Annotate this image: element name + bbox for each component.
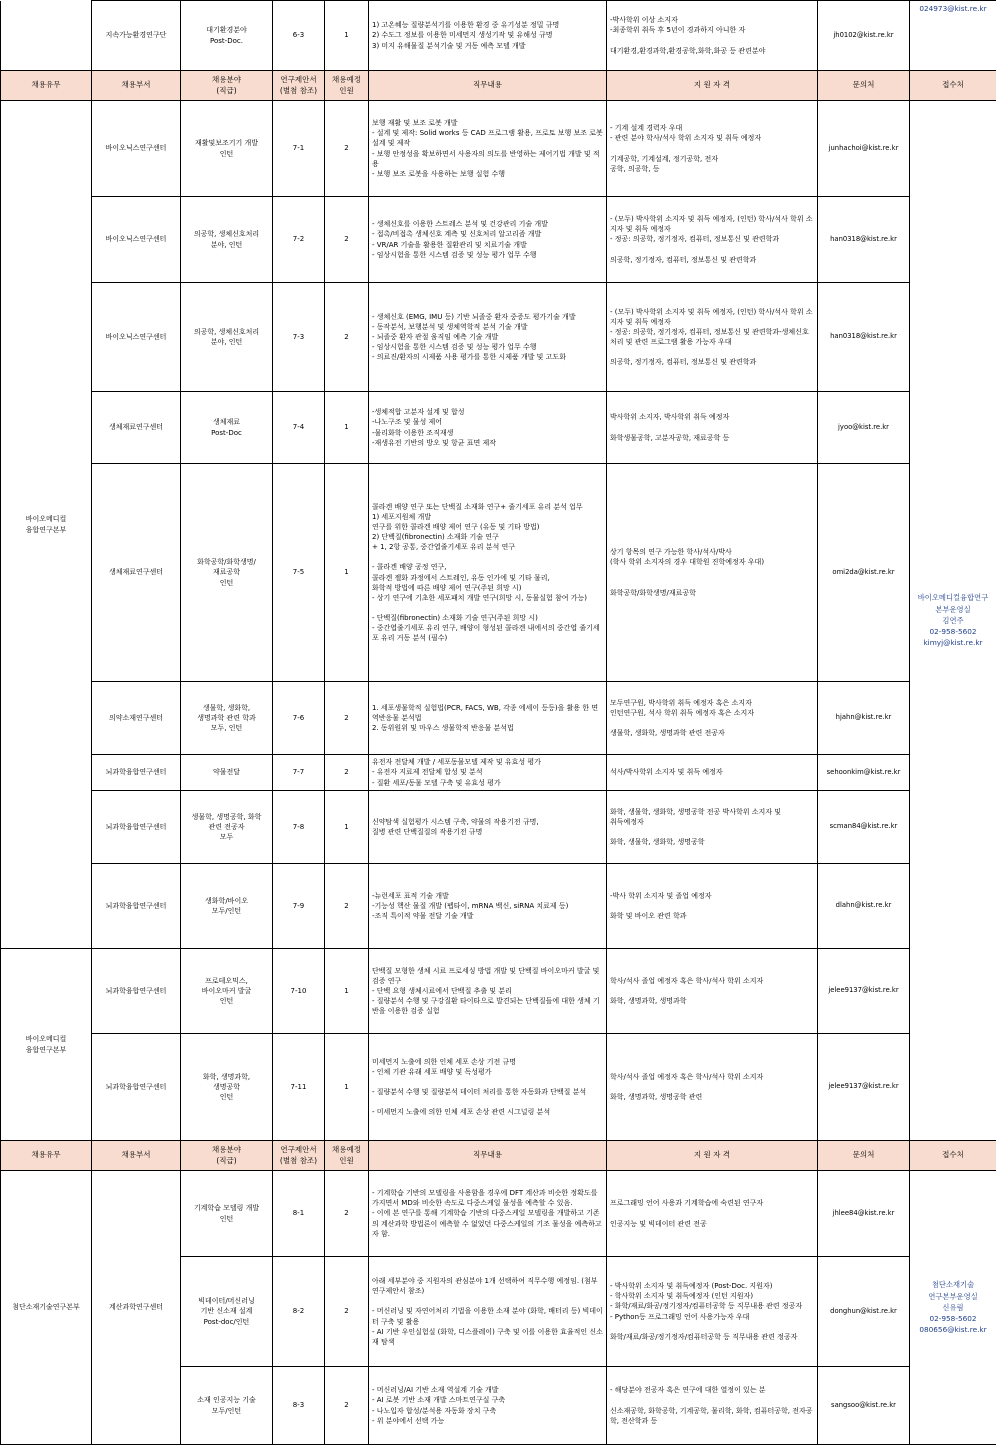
column-header: 채용분야 (직급) — [181, 71, 273, 101]
duty-cell: 단백질 모형한 생체 시료 프로세싱 방법 개발 및 단백질 바이오마커 발굴 및 검증 연구 - 단백 요형 생체시료에서 단백질 추출 및 분리 - 질량분석 수행 및 구강질환 타이타으로 발견되는 단백질들에 대한 생체 기반을 이용한 검증 실험 — [369, 949, 607, 1034]
column-header: 채용분야 (직급) — [181, 1141, 273, 1171]
contact-email[interactable]: jelee9137@kist.re.kr — [818, 1034, 910, 1141]
field-cell: 기계학습 모델링 개발 인턴 — [181, 1171, 273, 1257]
table-row — [1, 392, 996, 464]
column-header: 직무내용 — [369, 1141, 607, 1171]
count-cell: 2 — [325, 283, 369, 392]
field-cell: 소재 인공지능 기술 모두/인턴 — [181, 1367, 273, 1445]
count-cell: 2 — [325, 864, 369, 949]
proposal-cell: 7-8 — [273, 791, 325, 864]
contact-email[interactable]: jelee9137@kist.re.kr — [818, 949, 910, 1034]
dept-cell: 의약소재연구센터 — [92, 682, 181, 755]
duty-cell: 미세먼지 노출에 의한 인체 세포 손상 기전 규명 - 인체 기관 유래 세포 배양 및 독성평가 - 질량분석 수행 및 질량분석 데이터 처리를 통한 자동화과 단백질 분석 - 미세먼지 노출에 의한 인체 세포 손상 관련 시그널링 분석 — [369, 1034, 607, 1141]
field-cell: 의공학, 생체신호처리 분야, 인턴 — [181, 197, 273, 283]
duty-cell: 아래 세부분야 중 지원자의 관심분야 1개 선택하여 직무수행 예정임. (첨부 연구제안서 참조) - 머신러닝 및 자연어처리 기법을 이용한 소재 분야 (화학, 배터리 등) 빅데이터 구축 및 활용 - AI 기반 우인실험실 (화학, 디스플레이) 구축 및 이를 이용한 효율적인 신소재 탐색 — [369, 1257, 607, 1367]
column-header: 채용유무 — [1, 1141, 92, 1171]
proposal-cell: 6-3 — [273, 1, 325, 71]
dept-cell: 계산과학연구센터 — [92, 1171, 181, 1445]
contact-email[interactable]: junhachoi@kist.re.kr — [818, 101, 910, 197]
reception-line: 02-958-5602 — [913, 626, 993, 637]
duty-cell: 콜라겐 배양 연구 또는 단백질 소재화 연구+ 줄기세포 유리 분석 업무 1) 세포지원체 개발 연구를 위한 콜라겐 배양 제어 연구 (유동 및 기타 방법) 2) 단백질(fibronectin) 소재화 기술 연구 + 1, 2항 공통, 중간엽줄기세포 유리 분석 연구 - 콜라겐 배양 공정 연구, 콜라겐 젤화 과정에서 스트레인, 유동 인가에 및 기타 물리, 화학적 방법에 따른 배양 제어 연구(주된 희망 시) - 상기 연구에 기초한 세포패치 개발 연구(희망 시, 동물실험 참여 가능) - 단백질(fibronectin) 소재화 기술 연구(주된 희망 시) - 중간엽줄기세포 유리 연구, 배양이 형성된 콜라겐 내에서의 중간엽 줄기세포 유리 거동 분석 (필수) — [369, 464, 607, 682]
dept-cell: 생체재료연구센터 — [92, 464, 181, 682]
field-cell: 빅데이터/머신러닝 기반 신소재 설계 Post-doc/인턴 — [181, 1257, 273, 1367]
table-row — [1, 755, 996, 791]
field-cell: 약물전달 — [181, 755, 273, 791]
column-header: 채용부서 — [92, 1141, 181, 1171]
table-row — [1, 283, 996, 392]
dept-cell: 바이오닉스연구센터 — [92, 197, 181, 283]
column-header: 연구제안서 (별첨 참조) — [273, 71, 325, 101]
proposal-cell: 8-3 — [273, 1367, 325, 1445]
qualification-cell: - 박사학위 소지자 및 취득예정자 (Post-Doc. 지원자) - 학사학위 소지자 및 취득예정자 (인턴 지원자) - 화학/재료/화공/정기정자/컴퓨터공학 등 직무내용 관련 정공자 - Python등 프로그래밍 언어 사용가능자 우대 화학/재료/화공/정기정자/컴퓨터공학 등 직무내용 관련 정공자 — [607, 1257, 818, 1367]
reception-line: 바이오메디컬융합연구 — [913, 592, 993, 603]
proposal-cell: 7-5 — [273, 464, 325, 682]
dept-cell: 뇌과학융합연구센터 — [92, 1034, 181, 1141]
contact-email[interactable]: omi2da@kist.re.kr — [818, 464, 910, 682]
dept-cell: 바이오닉스연구센터 — [92, 283, 181, 392]
table-row — [1, 197, 996, 283]
dept-cell: 생체재료연구센터 — [92, 392, 181, 464]
field-cell: 재활및보조기기 개발 인턴 — [181, 101, 273, 197]
column-header: 접수처 — [910, 71, 996, 101]
proposal-cell: 7-3 — [273, 283, 325, 392]
reception-line: 본부운영실 — [913, 604, 993, 615]
count-cell: 1 — [325, 1034, 369, 1141]
count-cell: 1 — [325, 392, 369, 464]
column-header: 채용예정 인원 — [325, 71, 369, 101]
reception-line: 첨단소재기술 — [913, 1279, 993, 1290]
proposal-cell: 7-6 — [273, 682, 325, 755]
dept-cell: 뇌과학융합연구센터 — [92, 864, 181, 949]
column-header: 지 원 자 격 — [607, 1141, 818, 1171]
qualification-cell: -박사 학위 소지자 및 졸업 예정자 화학 및 바이오 관련 학과 — [607, 864, 818, 949]
duty-cell: - 생체신호를 이용한 스트레스 분석 및 건강관리 기술 개발 - 접촉/비접촉 생체신호 계측 및 신호처리 알고리즘 개발 - VR/AR 기술을 활용한 질환관리 및 치료기술 개발 - 임상시험을 통한 시스템 검증 및 성능 평가 업무 수행 — [369, 197, 607, 283]
header-row — [1, 71, 996, 101]
duty-cell: - 기계학습 기반의 모델링을 사용함을 경우에 DFT 계산과 비슷한 정확도를 가지면서 MD와 비슷한 속도로 다중스케일 물성을 예측할 수 있음. - 이에 본 연구를 통해 기계학습 기반의 다중스케일 모델링을 개발하고 기존의 계산과학 방법론이 예측할 수 없었던 다중스케일의 기조 물성을 예측하고자 함. — [369, 1171, 607, 1257]
qualification-cell: 모두연구원, 박사학위 취득 예정자 혹은 소지자 인턴연구원, 석사 학위 취득 예정자 혹은 소지자 생물학, 생화학, 생명과학 관련 전공자 — [607, 682, 818, 755]
dept-cell: 뇌과학융합연구센터 — [92, 755, 181, 791]
qualification-cell: 학사/석사 졸업 예정자 혹은 학사/석사 학위 소지자 화학, 생명과학, 생명공학 관련 — [607, 1034, 818, 1141]
field-cell: 화학, 생명과학, 생명공학 인턴 — [181, 1034, 273, 1141]
column-header: 채용부서 — [92, 71, 181, 101]
count-cell: 2 — [325, 755, 369, 791]
count-cell: 2 — [325, 101, 369, 197]
field-cell: 생화학/바이오 모두/인턴 — [181, 864, 273, 949]
count-cell: 2 — [325, 1367, 369, 1445]
qualification-cell: - (모두) 박사학위 소지자 및 취득 예정자, (인턴) 학사/석사 학위 소지자 및 취득 예정자 - 정공: 의공학, 정기정자, 컴퓨터, 정보통신 및 관련학과 의공학, 정기정자, 컴퓨터, 정보통신 및 관련학과 — [607, 197, 818, 283]
field-cell: 생물학, 생화학, 생명과학 관련 학과 모두, 인턴 — [181, 682, 273, 755]
duty-cell: 유전자 전달체 개발 / 세포동물모델 제작 및 유효성 평가 - 유전자 지료제 전달체 합성 및 분석 - 질환 세포/동물 모델 구축 및 유효성 평가 — [369, 755, 607, 791]
count-cell: 2 — [325, 1171, 369, 1257]
proposal-cell: 8-2 — [273, 1257, 325, 1367]
contact-email[interactable]: hjahn@kist.re.kr — [818, 682, 910, 755]
count-cell: 2 — [325, 1257, 369, 1367]
table-row — [1, 1171, 996, 1257]
column-header: 채용유무 — [1, 71, 92, 101]
duty-cell: 1) 고온혜능 질량분석기를 이용한 환경 중 유기성분 정밀 규명 2) 수도그 정보를 이용한 미세먼지 생성기작 및 유해성 규명 3) 미지 유해물질 분석기술 및 거동 예측 모델 개발 — [369, 1, 607, 71]
qualification-cell: - (모두) 박사학위 소지자 및 취득 예정자, (인턴) 학사/석사 학위 소지자 및 취득 예정자 - 정공: 의공학, 정기정자, 컴퓨터, 정보통신 및 관련학과-생체신호처리 및 관련 프로그램 활용 가능자 우대 의공학, 정기정자, 컴퓨터, 정보통신 및 관련학과 — [607, 283, 818, 392]
table-row — [1, 464, 996, 682]
field-cell: 화학공학/화학생명/ 재료공학 인턴 — [181, 464, 273, 682]
reception-line: kimyj@kist.re.kr — [913, 637, 993, 648]
proposal-cell: 7-7 — [273, 755, 325, 791]
field-cell: 대기환경분야 Post-Doc. — [181, 1, 273, 71]
count-cell: 2 — [325, 197, 369, 283]
column-header: 연구제안서 (별첨 참조) — [273, 1141, 325, 1171]
duty-cell: - 생체신호 (EMG, IMU 등) 기반 뇌졸중 환자 중증도 평가기술 개발 - 동작분석, 보행분석 및 생체역학적 분석 기술 개발 - 뇌졸중 환자 관절 움직임 예측 기술 개발 - 임상시험을 통한 시스템 검증 및 성능 평가 업무 수행 - 의료진/환자의 시제품 사용 평가를 통한 시제품 개발 및 고도화 — [369, 283, 607, 392]
column-header: 접수처 — [910, 1141, 996, 1171]
reception-cell[interactable] — [910, 1171, 996, 1445]
group-label-cell: 바이오메디컬 융합연구본부 — [1, 101, 92, 949]
reception-line: 김연주 — [913, 615, 993, 626]
reception-line: 연구본부운영실 — [913, 1291, 993, 1302]
contact-email[interactable]: scman84@kist.re.kr — [818, 791, 910, 864]
contact-email[interactable]: dlahn@kist.re.kr — [818, 864, 910, 949]
qualification-cell: - 해당분야 전공자 혹은 연구에 대한 열정이 있는 분 신소재공학, 화학공학, 기계공학, 물리학, 화학, 컴퓨터공학, 전자공학, 전산학과 등 — [607, 1367, 818, 1445]
contact-email[interactable]: jh0102@kist.re.kr — [818, 1, 910, 71]
group-label-cell: 바이오메디컬 융합연구본부 — [1, 949, 92, 1141]
proposal-cell: 7-11 — [273, 1034, 325, 1141]
contact-email[interactable]: jyoo@kist.re.kr — [818, 392, 910, 464]
table-row — [1, 1, 996, 71]
proposal-cell: 7-9 — [273, 864, 325, 949]
contact-email[interactable]: jhlee84@kist.re.kr — [818, 1171, 910, 1257]
field-cell: 생체재료 Post-Doc — [181, 392, 273, 464]
reception-line: 02-958-5602 — [913, 1313, 993, 1324]
column-header: 채용예정 인원 — [325, 1141, 369, 1171]
reception-cell[interactable] — [910, 101, 996, 1141]
table-row — [1, 949, 996, 1034]
contact-email[interactable]: sehoonkim@kist.re.kr — [818, 755, 910, 791]
duty-cell: -뉴런세포 표적 기술 개발 -기능성 핵산 물질 개발 (펩타이, mRNA 백신, siRNA 치료제 등) -조직 특이적 약물 전달 기술 개발 — [369, 864, 607, 949]
dept-cell: 뇌과학융합연구센터 — [92, 791, 181, 864]
count-cell: 1 — [325, 949, 369, 1034]
qualification-cell: 박사학위 소지자, 박사학위 취득 예정자 화학생물공학, 고분자공학, 재료공학 등 — [607, 392, 818, 464]
count-cell: 1 — [325, 791, 369, 864]
column-header: 문의처 — [818, 1141, 910, 1171]
contact-email[interactable]: han0318@kist.re.kr — [818, 197, 910, 283]
field-cell: 의공학, 생체신호처리 분야, 인턴 — [181, 283, 273, 392]
qualification-cell: 프로그래밍 언어 사용과 기계학습에 숙련된 연구자 인공지능 및 빅데이터 관련 전공 — [607, 1171, 818, 1257]
reception-line: 신유림 — [913, 1302, 993, 1313]
header-row — [1, 1141, 996, 1171]
table-row — [1, 1034, 996, 1141]
group-label-cell: 첨단소재기술연구본부 — [1, 1171, 92, 1445]
column-header: 지 원 자 격 — [607, 71, 818, 101]
reception-line: 080656@kist.re.kr — [913, 1324, 993, 1335]
field-cell: 생물학, 생명공학, 화학 관련 전공자 모두 — [181, 791, 273, 864]
duty-cell: 신약탐색 실험평가 시스템 구축, 약물의 작용기전 규명, 질병 관련 단백질질의 작용기전 규명 — [369, 791, 607, 864]
proposal-cell: 7-4 — [273, 392, 325, 464]
table-row — [1, 864, 996, 949]
table-row — [1, 682, 996, 755]
proposal-cell: 7-2 — [273, 197, 325, 283]
group-label-cell — [1, 1, 92, 71]
table-row — [1, 791, 996, 864]
dept-cell: 뇌과학융합연구센터 — [92, 949, 181, 1034]
qualification-cell: 상기 항목의 연구 가능한 학사/석사/박사 (학사 학위 소지자의 경우 대학원 진학예정자 우대) 화학공학/화학생명/재료공학 — [607, 464, 818, 682]
dept-cell: 바이오닉스연구센터 — [92, 101, 181, 197]
count-cell: 1 — [325, 1, 369, 71]
contact-email[interactable]: donghun@kist.re.kr — [818, 1257, 910, 1367]
count-cell: 2 — [325, 682, 369, 755]
proposal-cell: 8-1 — [273, 1171, 325, 1257]
qualification-cell: 화학, 생물학, 생화학, 생명공학 전공 박사학위 소지자 및 취득예정자 화학, 생물학, 생화학, 생명공학 — [607, 791, 818, 864]
duty-cell: - 머신러닝/AI 기반 소재 역설계 기술 개발 - AI 로봇 기반 소재 개발 스마트연구실 구축 - 나노입자 합성/분석용 자동화 장치 구축 - 위 분야에서 선택 가능 — [369, 1367, 607, 1445]
column-header: 문의처 — [818, 71, 910, 101]
duty-cell: 1. 세포생물학적 실험법(PCR, FACS, WB, 각종 에세이 등등)을 활용 한 면역반응물 분석법 2. 동위원위 및 마우스 생물학적 반응물 분석법 — [369, 682, 607, 755]
count-cell: 1 — [325, 464, 369, 682]
qualification-cell: -박사학위 이상 소지자 -최종학위 취득 후 5년이 경과하지 아니한 자 대기환경,환경과학,환경공학,화학,화공 등 관련분야 — [607, 1, 818, 71]
duty-cell: -생체적합 고분자 설계 및 합성 -나노구조 및 물성 제어 -물리화학 이용한 조직재생 -재생유전 기반의 방오 및 항균 표면 제작 — [369, 392, 607, 464]
qualification-cell: 학사/석사 졸업 예정자 혹은 학사/석사 학위 소지자 화학, 생명과학, 생명과학 — [607, 949, 818, 1034]
table-row — [1, 101, 996, 197]
column-header: 직무내용 — [369, 71, 607, 101]
qualification-cell: 석사/박사학위 소지자 및 취득 예정자 — [607, 755, 818, 791]
dept-cell: 지속가능환경연구단 — [92, 1, 181, 71]
reception-cell[interactable]: 024973@kist.re.kr — [910, 1, 996, 71]
contact-email[interactable]: han0318@kist.re.kr — [818, 283, 910, 392]
proposal-cell: 7-1 — [273, 101, 325, 197]
duty-cell: 보행 재활 및 보조 로봇 개발 - 설계 및 제작: Solid works 등 CAD 프로그램 활용, 프로토 보행 보조 로봇 설계 및 제작 - 보행 안정성을 확보하면서 사용자의 의도를 반영하는 제어기법 개발 및 적용 - 보행 보조 로봇을 사용하는 보행 실험 수행 — [369, 101, 607, 197]
field-cell: 프로테오믹스, 바이오마커 발굴 인턴 — [181, 949, 273, 1034]
proposal-cell: 7-10 — [273, 949, 325, 1034]
contact-email[interactable]: sangsoo@kist.re.kr — [818, 1367, 910, 1445]
qualification-cell: - 기계 설계 경력자 우대 - 관련 분야 학사/석사 학위 소지자 및 취득 예정자 기계공학, 기계설계, 정기공학, 전자 공학, 의공학, 등 — [607, 101, 818, 197]
